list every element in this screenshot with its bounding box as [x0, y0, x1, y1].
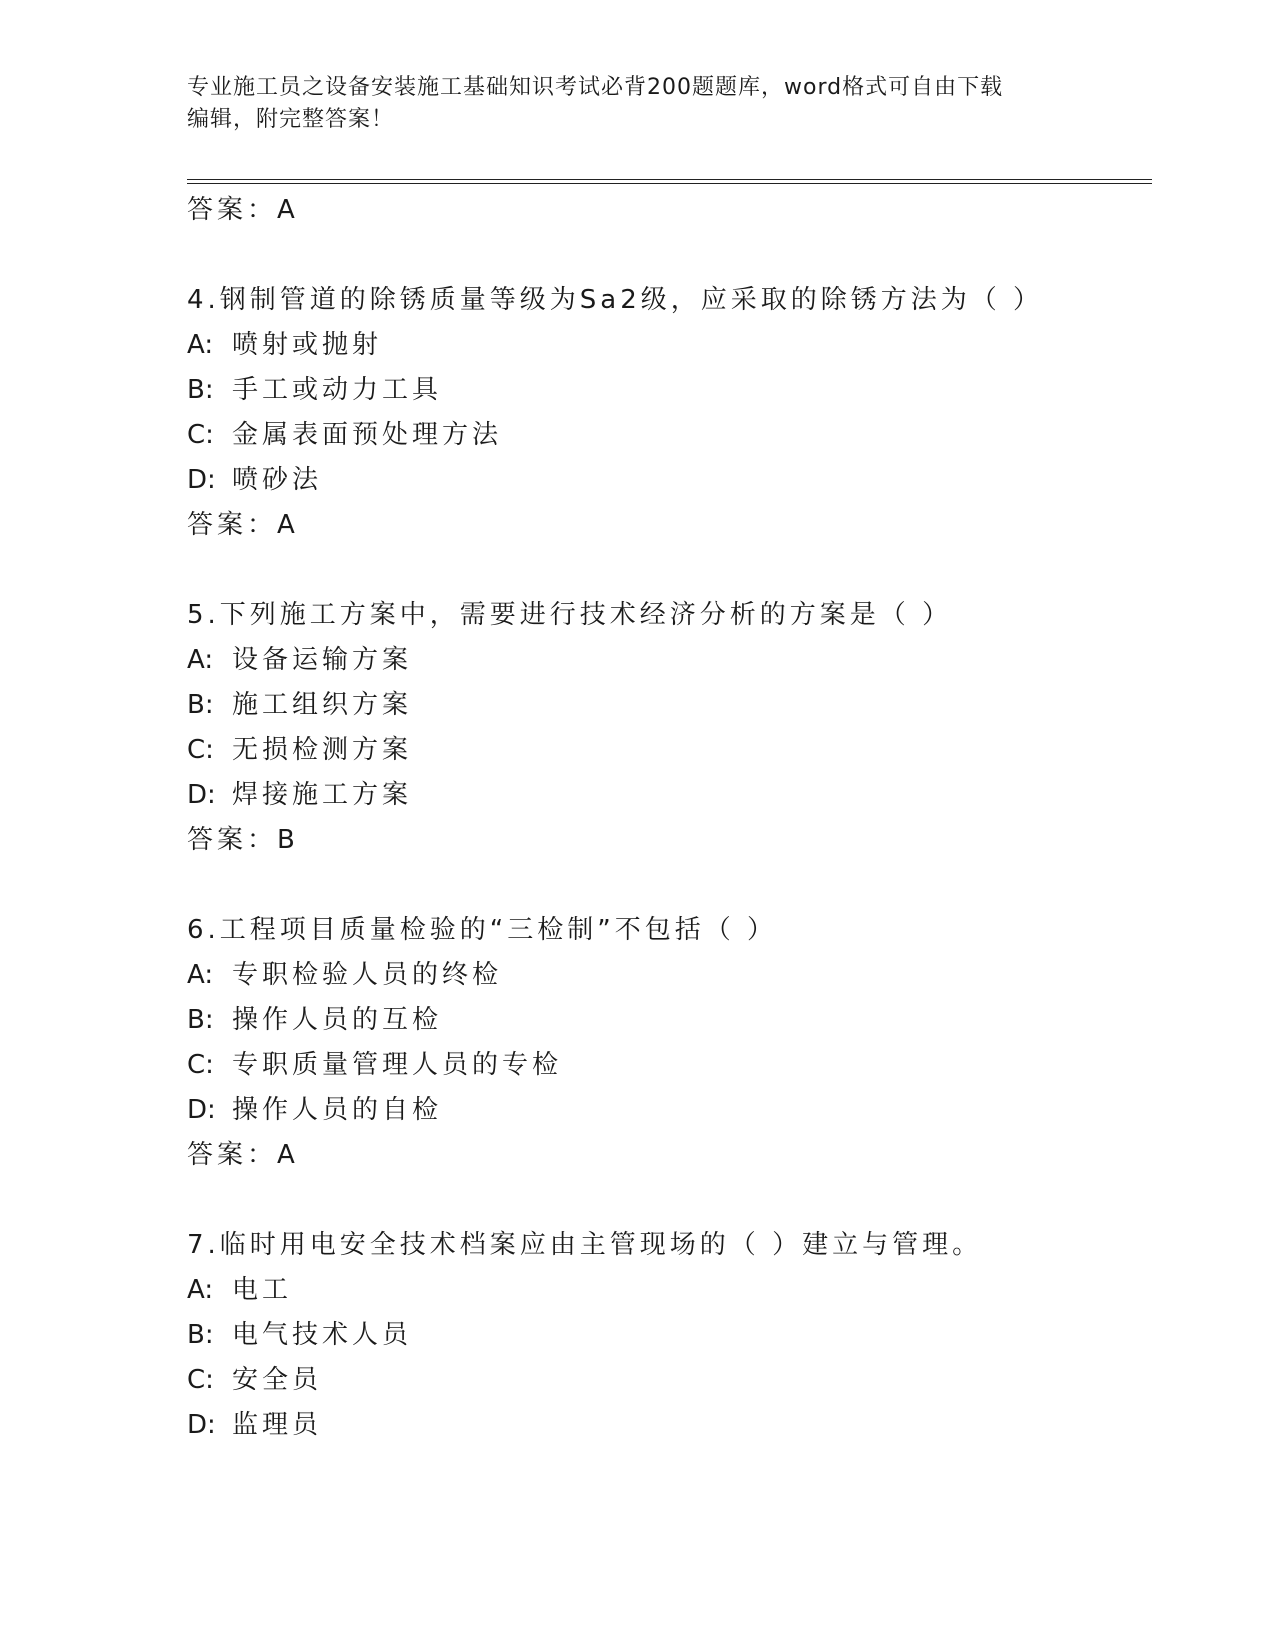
- option-text: 无损检测方案: [232, 735, 413, 765]
- option-text: 焊接施工方案: [232, 780, 413, 810]
- option-letter: B:: [187, 1320, 214, 1350]
- option-text: 操作人员的互检: [232, 1005, 443, 1035]
- option-letter: D:: [187, 1410, 216, 1440]
- option-letter: C:: [187, 1050, 214, 1080]
- option-a: [187, 323, 1152, 368]
- option-letter: C:: [187, 420, 214, 450]
- question-list: [187, 188, 1152, 1448]
- option-b: [187, 683, 1152, 728]
- answer-value: A: [277, 195, 295, 225]
- answer-line: [187, 818, 1152, 863]
- answer-line: [187, 503, 1152, 548]
- option-letter: B:: [187, 375, 214, 405]
- option-letter: B:: [187, 1005, 214, 1035]
- question-stem: 4.钢制管道的除锈质量等级为Sa2级，应采取的除锈方法为（ ）: [187, 285, 1044, 315]
- option-c: [187, 728, 1152, 773]
- option-b: [187, 1313, 1152, 1358]
- option-letter: D:: [187, 780, 216, 810]
- header-rule-bottom: [187, 183, 1152, 184]
- option-d: [187, 1088, 1152, 1133]
- option-c: [187, 1358, 1152, 1403]
- answer-label: 答案：: [187, 1140, 278, 1170]
- question-stem: 7.临时用电安全技术档案应由主管现场的（ ）建立与管理。: [187, 1230, 983, 1260]
- option-a: [187, 1268, 1152, 1313]
- answer-value: A: [277, 510, 295, 540]
- option-letter: A:: [187, 1275, 214, 1305]
- answer-label: 答案：: [187, 825, 278, 855]
- answer-value: A: [277, 1140, 295, 1170]
- option-c: [187, 1043, 1152, 1088]
- answer-label: 答案：: [187, 195, 278, 225]
- question-4: [187, 278, 1152, 548]
- option-b: [187, 368, 1152, 413]
- question-stem: 5.下列施工方案中，需要进行技术经济分析的方案是（ ）: [187, 600, 953, 630]
- option-text: 专职质量管理人员的专检: [232, 1050, 563, 1080]
- option-text: 手工或动力工具: [232, 375, 443, 405]
- option-text: 设备运输方案: [232, 645, 413, 675]
- option-letter: D:: [187, 465, 216, 495]
- option-letter: B:: [187, 690, 214, 720]
- option-letter: A:: [187, 645, 214, 675]
- question-7: [187, 1223, 1152, 1448]
- option-a: [187, 953, 1152, 998]
- option-text: 施工组织方案: [232, 690, 413, 720]
- option-letter: A:: [187, 960, 214, 990]
- option-text: 专职检验人员的终检: [232, 960, 503, 990]
- option-c: [187, 413, 1152, 458]
- option-d: [187, 1403, 1152, 1448]
- answer-label: 答案：: [187, 510, 278, 540]
- option-text: 电工: [232, 1275, 293, 1305]
- option-text: 操作人员的自检: [232, 1095, 443, 1125]
- question-stem: 6.工程项目质量检验的“三检制”不包括（ ）: [187, 915, 778, 945]
- document-header: [187, 72, 1067, 136]
- option-text: 喷砂法: [232, 465, 323, 495]
- option-d: [187, 458, 1152, 503]
- option-text: 安全员: [232, 1365, 323, 1395]
- option-letter: C:: [187, 735, 214, 765]
- option-text: 监理员: [232, 1410, 323, 1440]
- option-b: [187, 998, 1152, 1043]
- answer-line: [187, 1133, 1152, 1178]
- question-5: [187, 593, 1152, 863]
- option-letter: A:: [187, 330, 214, 360]
- option-letter: D:: [187, 1095, 216, 1125]
- option-text: 喷射或抛射: [232, 330, 383, 360]
- option-d: [187, 773, 1152, 818]
- header-line-1: 专业施工员之设备安装施工基础知识考试必背200题题库，word格式可自由下载: [187, 75, 1004, 100]
- header-rule-top: [187, 179, 1152, 180]
- option-a: [187, 638, 1152, 683]
- option-text: 电气技术人员: [232, 1320, 413, 1350]
- header-line-2: 编辑，附完整答案！: [187, 107, 395, 132]
- question-6: [187, 908, 1152, 1178]
- answer-value: B: [277, 825, 295, 855]
- answer-line: [187, 188, 1152, 233]
- option-letter: C:: [187, 1365, 214, 1395]
- option-text: 金属表面预处理方法: [232, 420, 503, 450]
